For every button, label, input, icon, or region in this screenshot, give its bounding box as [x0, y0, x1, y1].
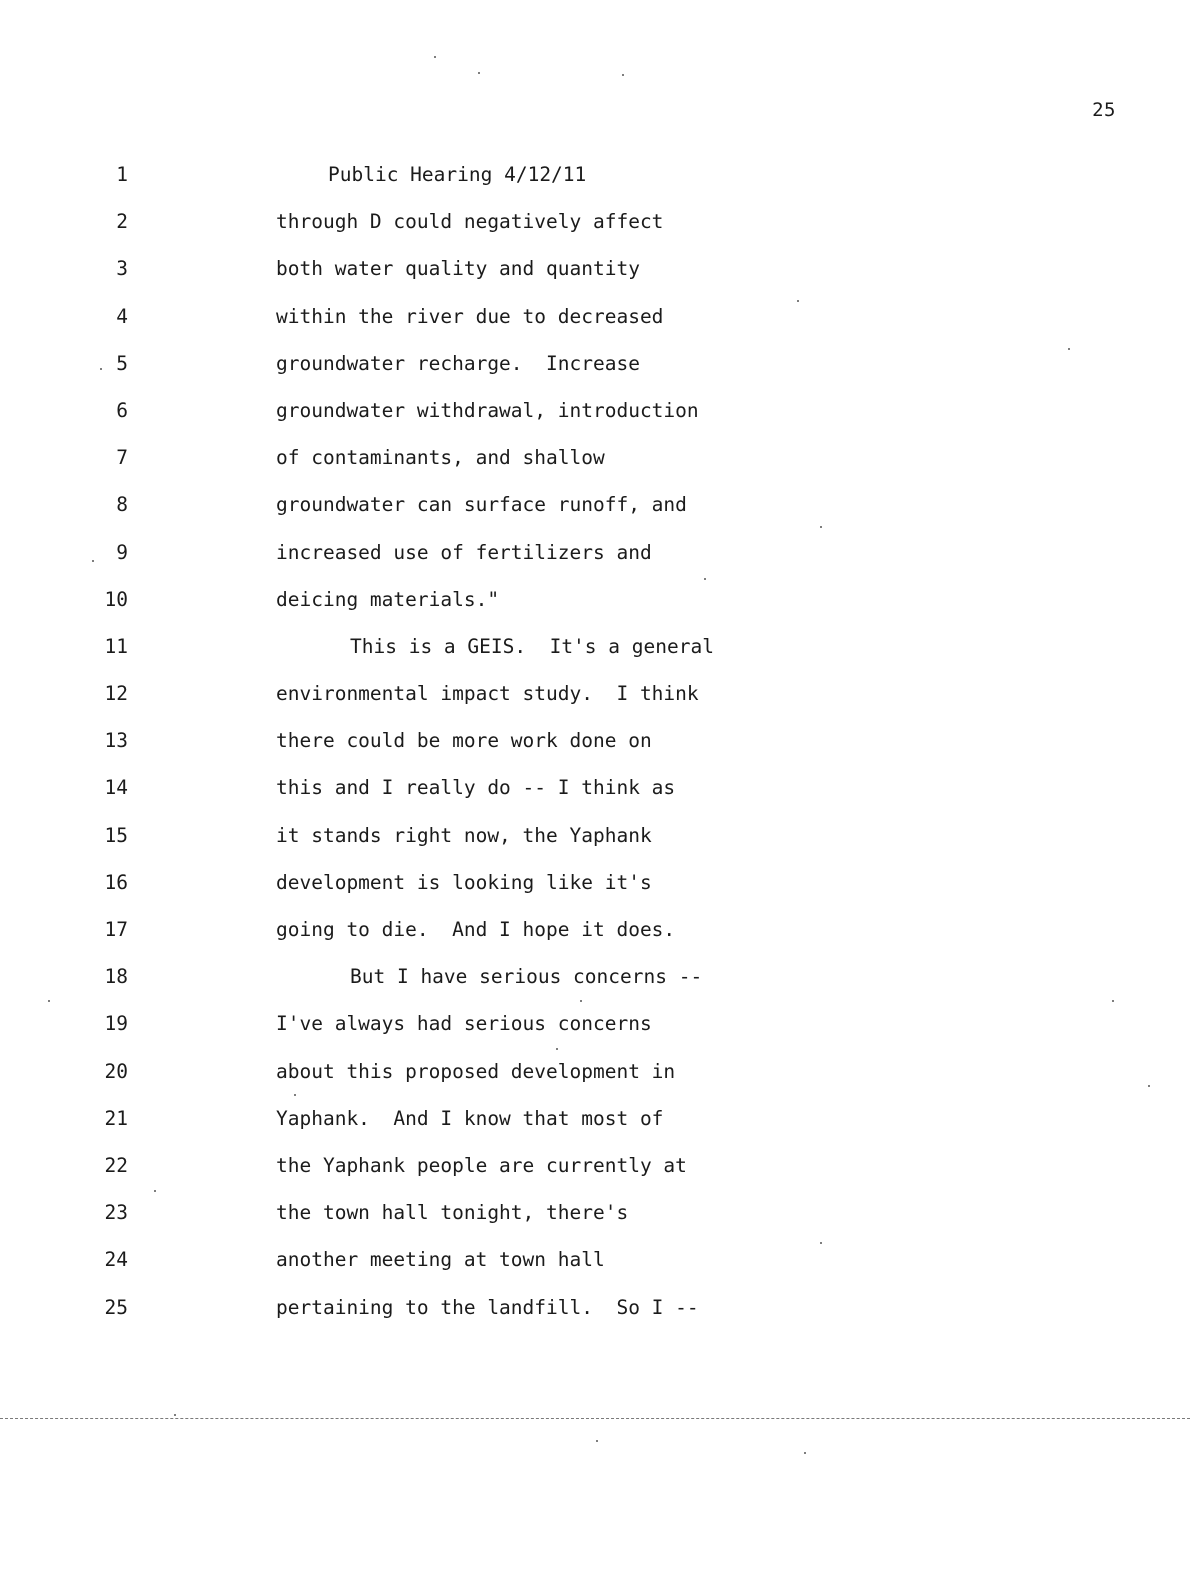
transcript-line	[0, 396, 1190, 443]
transcript-line	[0, 679, 1190, 726]
transcript-line	[0, 1104, 1190, 1151]
line-text: the Yaphank people are currently at	[276, 1153, 687, 1177]
line-number: 17	[104, 918, 128, 941]
scan-speck	[1112, 1000, 1114, 1002]
line-number: 13	[104, 729, 128, 753]
transcript-line	[0, 302, 1190, 349]
line-number: 18	[104, 965, 128, 989]
line-number: 25	[104, 1295, 128, 1319]
transcript-line	[0, 1245, 1190, 1292]
line-number: 23	[104, 1201, 128, 1225]
scan-speck	[797, 300, 799, 302]
line-number: 8	[116, 493, 128, 517]
transcript-line	[0, 160, 1190, 207]
scan-speck	[92, 560, 94, 562]
line-text: I've always had serious concerns	[276, 1012, 652, 1036]
line-number: 24	[104, 1248, 128, 1272]
transcript-line	[0, 773, 1190, 820]
line-text: But I have serious concerns --	[350, 965, 703, 989]
transcript-line	[0, 349, 1190, 396]
transcript-line	[0, 1293, 1190, 1340]
line-text: pertaining to the landfill. So I --	[276, 1295, 699, 1319]
scan-speck	[100, 368, 102, 370]
line-text: of contaminants, and shallow	[276, 446, 605, 470]
page-number: 25	[1092, 99, 1116, 121]
line-text: through D could negatively affect	[276, 210, 664, 234]
line-text: both water quality and quantity	[276, 257, 640, 281]
line-text: there could be more work done on	[276, 729, 652, 753]
transcript-line	[0, 1151, 1190, 1198]
line-number: 21	[104, 1106, 128, 1130]
scan-speck	[820, 1242, 822, 1244]
scan-speck	[154, 1190, 156, 1192]
line-text: increased use of fertilizers and	[276, 540, 652, 564]
transcript-line	[0, 443, 1190, 490]
line-number: 20	[104, 1059, 128, 1083]
scan-speck	[580, 1000, 582, 1002]
transcript-line	[0, 1198, 1190, 1245]
transcript-line	[0, 254, 1190, 301]
line-text: it stands right now, the Yaphank	[276, 823, 652, 847]
transcript-line	[0, 962, 1190, 1009]
transcript-line	[0, 632, 1190, 679]
line-number: 14	[104, 776, 128, 800]
line-text: within the river due to decreased	[276, 304, 664, 328]
scan-speck	[478, 72, 480, 74]
transcript-line	[0, 207, 1190, 254]
transcript-line	[0, 538, 1190, 585]
transcript-line	[0, 915, 1190, 962]
line-number: 3	[116, 257, 128, 281]
line-text: another meeting at town hall	[276, 1248, 605, 1272]
line-text: development is looking like it's	[276, 870, 652, 894]
line-number: 11	[104, 634, 128, 658]
line-number: 10	[104, 587, 128, 611]
transcript-line	[0, 1009, 1190, 1056]
transcript-body	[0, 160, 1190, 1340]
line-number: 9	[116, 540, 128, 564]
line-number: 12	[104, 682, 128, 706]
line-text: Public Hearing 4/12/11	[328, 163, 587, 186]
line-text: going to die. And I hope it does.	[276, 918, 676, 941]
line-number: 19	[104, 1012, 128, 1036]
line-text: groundwater withdrawal, introduction	[276, 398, 699, 422]
scan-speck	[1068, 348, 1070, 350]
scan-speck	[174, 1414, 176, 1416]
scan-speck	[556, 1048, 558, 1050]
line-number: 16	[104, 870, 128, 894]
transcript-line	[0, 868, 1190, 915]
scan-speck	[804, 1452, 806, 1454]
scan-speck	[48, 1000, 50, 1002]
line-number: 7	[116, 446, 128, 470]
line-text: Yaphank. And I know that most of	[276, 1106, 664, 1130]
transcript-line	[0, 726, 1190, 773]
line-number: 6	[116, 398, 128, 422]
transcript-line	[0, 821, 1190, 868]
line-number: 15	[104, 823, 128, 847]
line-text: this and I really do -- I think as	[276, 776, 676, 800]
line-text: deicing materials."	[276, 587, 500, 611]
transcript-line	[0, 1057, 1190, 1104]
line-number: 2	[116, 210, 128, 234]
line-number: 22	[104, 1153, 128, 1177]
scan-speck	[820, 526, 822, 528]
scan-speck	[596, 1440, 598, 1442]
scan-speck	[622, 74, 624, 76]
footer-rule	[0, 1418, 1190, 1419]
scan-speck	[294, 1094, 296, 1096]
line-number: 5	[116, 351, 128, 375]
line-number: 4	[116, 304, 128, 328]
line-text: about this proposed development in	[276, 1059, 676, 1083]
transcript-line	[0, 585, 1190, 632]
scan-speck	[1148, 1085, 1150, 1087]
scan-speck	[704, 578, 706, 580]
transcript-line	[0, 490, 1190, 537]
scan-speck	[434, 56, 436, 58]
line-text: the town hall tonight, there's	[276, 1201, 629, 1225]
line-text: This is a GEIS. It's a general	[350, 634, 714, 658]
line-text: environmental impact study. I think	[276, 682, 699, 706]
line-text: groundwater can surface runoff, and	[276, 493, 687, 517]
line-text: groundwater recharge. Increase	[276, 351, 640, 375]
line-number: 1	[116, 163, 128, 186]
